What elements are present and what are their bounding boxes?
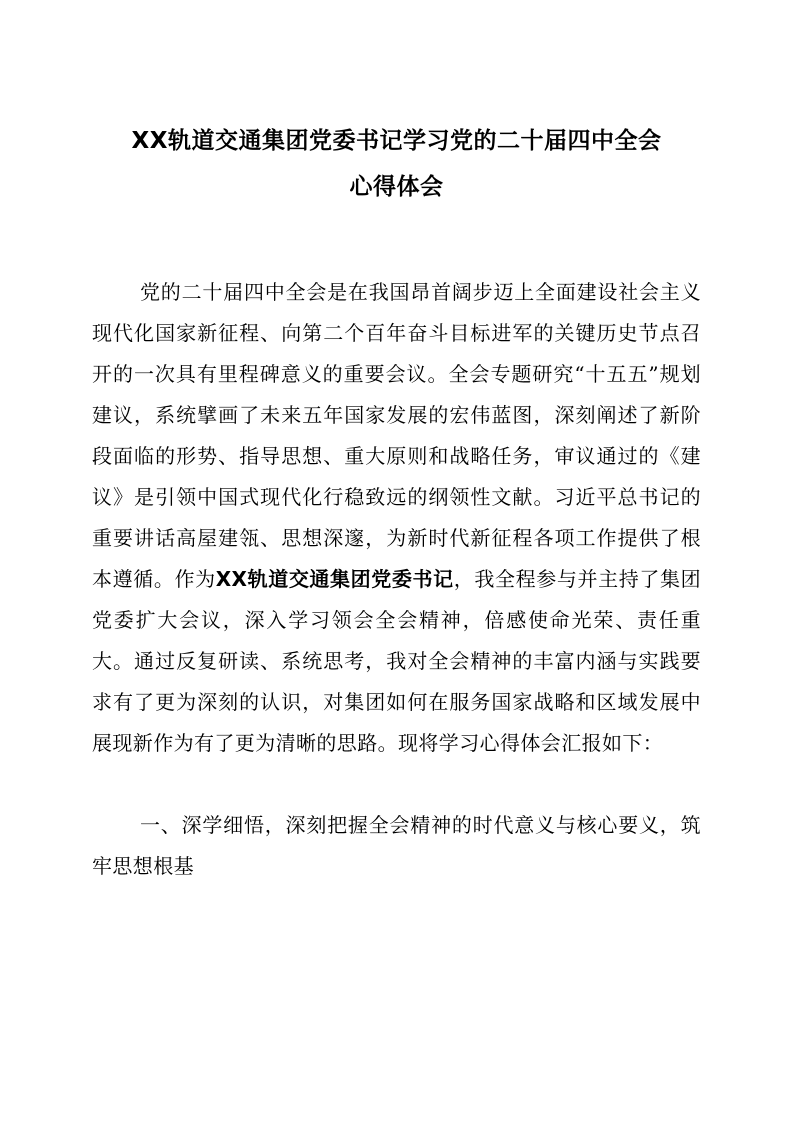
section-heading-one (92, 805, 701, 887)
text-run: 党的二十届四中全会是在我国昂首阔步迈上全面建设社会主义现代化国家新征程、向第二个百年奋斗目标进军的关键历史节点召开的一次具有里程碑意义的重要会议。全会专题研究“十五五”规划建议，系统擘画了未来五年国家发展的宏伟蓝图，深刻阐述了新阶段面临的形势、指导思想、重大原则和战略任务，审议通过的《建议》是引领中国式现代化行稳致远的纲领性文献。习近平总书记的重要讲话高屋建瓴、思想深邃，为新时代新征程各项工作提供了根本遵循。作为 (92, 280, 701, 591)
page-title-line-1: XX轨道交通集团党委书记学习党的二十届四中全会 (131, 128, 662, 154)
text-run: ，我全程参与并主持了集团党委扩大会议，深入学习领会全会精神，倍感使命光荣、责任重大。通过反复研读、系统思考，我对全会精神的丰富内涵与实践要求有了更为深刻的认识，对集团如何在服务国家战略和区域发展中展现新作为有了更为清晰的思路。现将学习心得体会汇报如下： (92, 567, 701, 755)
page-title-line-2: 心得体会 (349, 174, 444, 200)
page-title (92, 118, 701, 210)
paragraph-intro (92, 272, 701, 764)
document-body (92, 272, 701, 887)
bold-text-run: XX轨道交通集团党委书记 (215, 567, 454, 591)
text-run: 一、深学细悟，深刻把握全会精神的时代意义与核心要义，筑牢思想根基 (92, 813, 701, 878)
